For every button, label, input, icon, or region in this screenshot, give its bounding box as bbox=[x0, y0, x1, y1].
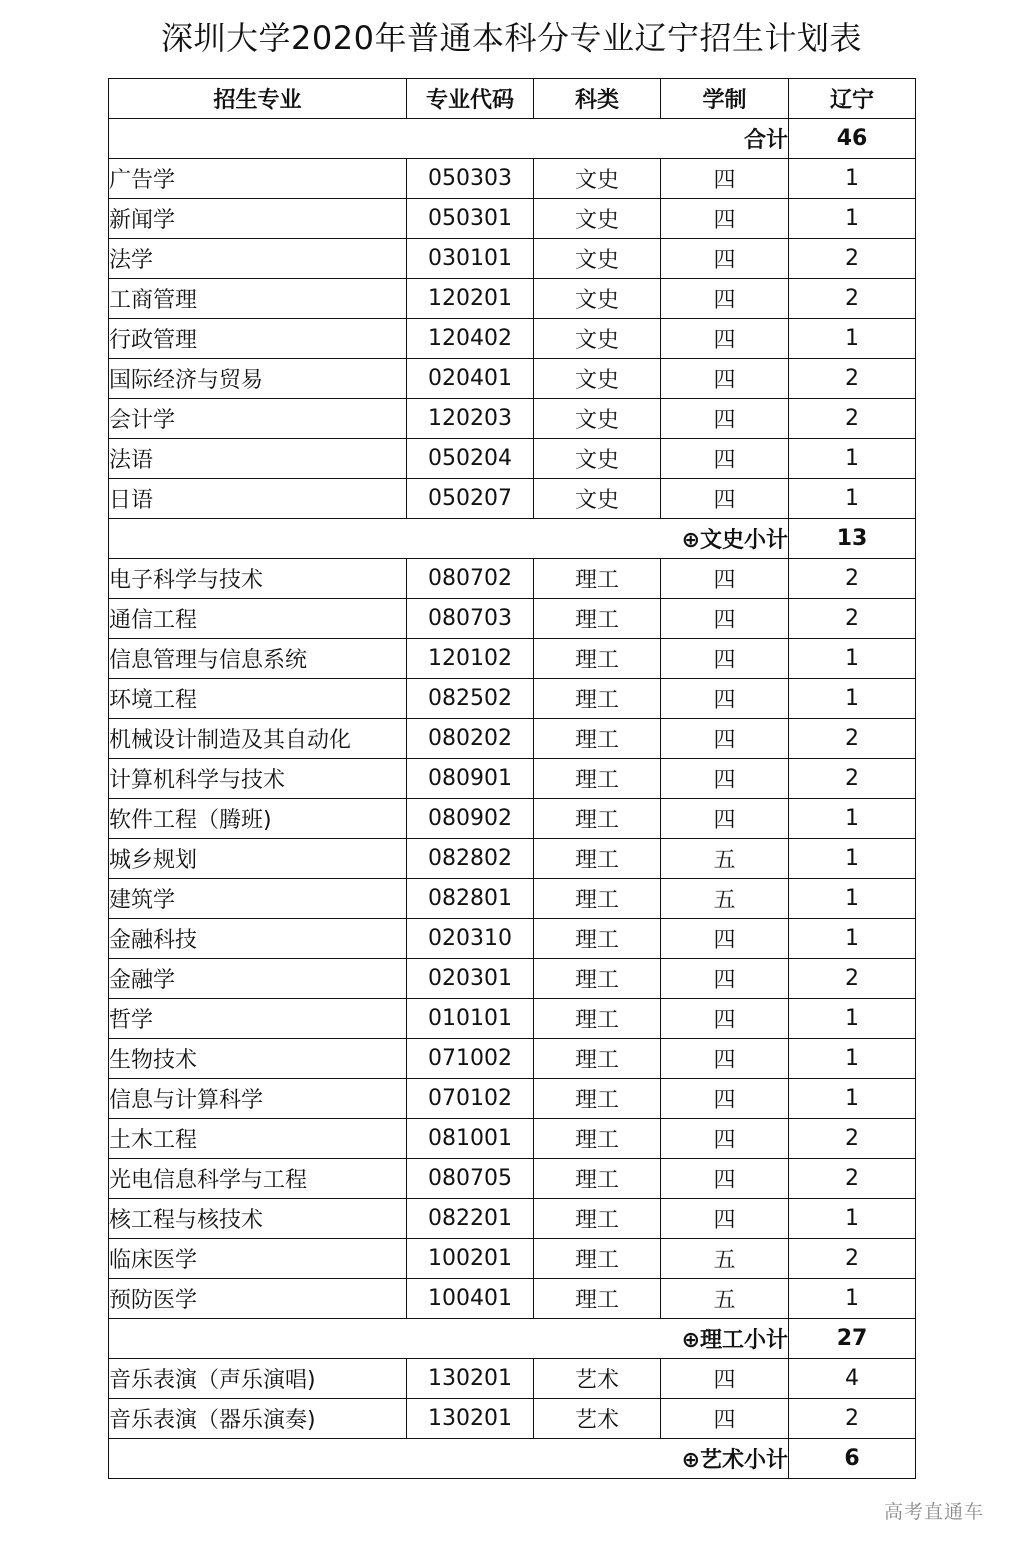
major-cell: 新闻学 bbox=[109, 199, 407, 239]
subtotal-label: 合计 bbox=[109, 119, 789, 159]
years-cell: 四 bbox=[661, 679, 789, 719]
years-cell: 四 bbox=[661, 759, 789, 799]
enrollment-plan-table bbox=[108, 78, 916, 1479]
code-cell: 082502 bbox=[407, 679, 534, 719]
years-cell: 四 bbox=[661, 239, 789, 279]
years-cell: 四 bbox=[661, 279, 789, 319]
category-cell: 艺术 bbox=[534, 1399, 661, 1439]
years-cell: 四 bbox=[661, 1119, 789, 1159]
code-cell: 050207 bbox=[407, 479, 534, 519]
table-row bbox=[109, 1239, 916, 1279]
category-cell: 理工 bbox=[534, 1039, 661, 1079]
table-row bbox=[109, 1119, 916, 1159]
quota-cell: 2 bbox=[789, 1239, 916, 1279]
quota-cell: 2 bbox=[789, 719, 916, 759]
code-cell: 020401 bbox=[407, 359, 534, 399]
table-row bbox=[109, 559, 916, 599]
quota-cell: 2 bbox=[789, 359, 916, 399]
code-cell: 080702 bbox=[407, 559, 534, 599]
subtotal-row bbox=[109, 1439, 916, 1479]
subtotal-value: 13 bbox=[789, 519, 916, 559]
quota-cell: 2 bbox=[789, 399, 916, 439]
years-cell: 四 bbox=[661, 1199, 789, 1239]
code-cell: 120402 bbox=[407, 319, 534, 359]
table-row bbox=[109, 1199, 916, 1239]
category-cell: 理工 bbox=[534, 1279, 661, 1319]
header-code: 专业代码 bbox=[407, 79, 534, 119]
major-cell: 法语 bbox=[109, 439, 407, 479]
years-cell: 四 bbox=[661, 1359, 789, 1399]
category-cell: 理工 bbox=[534, 1159, 661, 1199]
header-years: 学制 bbox=[661, 79, 789, 119]
major-cell: 金融科技 bbox=[109, 919, 407, 959]
category-cell: 艺术 bbox=[534, 1359, 661, 1399]
years-cell: 四 bbox=[661, 359, 789, 399]
major-cell: 哲学 bbox=[109, 999, 407, 1039]
major-cell: 电子科学与技术 bbox=[109, 559, 407, 599]
code-cell: 030101 bbox=[407, 239, 534, 279]
code-cell: 050301 bbox=[407, 199, 534, 239]
category-cell: 理工 bbox=[534, 679, 661, 719]
quota-cell: 2 bbox=[789, 279, 916, 319]
category-cell: 理工 bbox=[534, 839, 661, 879]
major-cell: 日语 bbox=[109, 479, 407, 519]
code-cell: 080901 bbox=[407, 759, 534, 799]
table-row bbox=[109, 1279, 916, 1319]
table-row bbox=[109, 359, 916, 399]
quota-cell: 1 bbox=[789, 999, 916, 1039]
years-cell: 五 bbox=[661, 1239, 789, 1279]
quota-cell: 1 bbox=[789, 879, 916, 919]
major-cell: 环境工程 bbox=[109, 679, 407, 719]
quota-cell: 1 bbox=[789, 679, 916, 719]
code-cell: 100201 bbox=[407, 1239, 534, 1279]
code-cell: 080705 bbox=[407, 1159, 534, 1199]
major-cell: 光电信息科学与工程 bbox=[109, 1159, 407, 1199]
code-cell: 020310 bbox=[407, 919, 534, 959]
code-cell: 082801 bbox=[407, 879, 534, 919]
category-cell: 理工 bbox=[534, 759, 661, 799]
category-cell: 文史 bbox=[534, 199, 661, 239]
code-cell: 071002 bbox=[407, 1039, 534, 1079]
table-row bbox=[109, 159, 916, 199]
table-header-row bbox=[109, 79, 916, 119]
code-cell: 130201 bbox=[407, 1359, 534, 1399]
table-row bbox=[109, 999, 916, 1039]
page-title: 深圳大学2020年普通本科分专业辽宁招生计划表 bbox=[161, 19, 862, 57]
years-cell: 四 bbox=[661, 479, 789, 519]
table-row bbox=[109, 319, 916, 359]
watermark: 高考直通车 bbox=[884, 1501, 985, 1523]
table-row bbox=[109, 759, 916, 799]
years-cell: 四 bbox=[661, 1159, 789, 1199]
quota-cell: 1 bbox=[789, 639, 916, 679]
code-cell: 081001 bbox=[407, 1119, 534, 1159]
category-cell: 理工 bbox=[534, 999, 661, 1039]
code-cell: 080202 bbox=[407, 719, 534, 759]
years-cell: 五 bbox=[661, 1279, 789, 1319]
category-cell: 文史 bbox=[534, 479, 661, 519]
subtotal-label: ⊕理工小计 bbox=[109, 1319, 789, 1359]
category-cell: 文史 bbox=[534, 279, 661, 319]
quota-cell: 2 bbox=[789, 1399, 916, 1439]
category-cell: 理工 bbox=[534, 639, 661, 679]
quota-cell: 2 bbox=[789, 759, 916, 799]
major-cell: 预防医学 bbox=[109, 1279, 407, 1319]
major-cell: 音乐表演（声乐演唱) bbox=[109, 1359, 407, 1399]
major-cell: 生物技术 bbox=[109, 1039, 407, 1079]
major-cell: 国际经济与贸易 bbox=[109, 359, 407, 399]
major-cell: 金融学 bbox=[109, 959, 407, 999]
code-cell: 080902 bbox=[407, 799, 534, 839]
major-cell: 行政管理 bbox=[109, 319, 407, 359]
category-cell: 理工 bbox=[534, 879, 661, 919]
major-cell: 建筑学 bbox=[109, 879, 407, 919]
header-major: 招生专业 bbox=[109, 79, 407, 119]
major-cell: 软件工程（腾班) bbox=[109, 799, 407, 839]
code-cell: 050303 bbox=[407, 159, 534, 199]
quota-cell: 1 bbox=[789, 839, 916, 879]
years-cell: 四 bbox=[661, 999, 789, 1039]
table-row bbox=[109, 919, 916, 959]
category-cell: 理工 bbox=[534, 919, 661, 959]
quota-cell: 2 bbox=[789, 599, 916, 639]
years-cell: 四 bbox=[661, 199, 789, 239]
quota-cell: 1 bbox=[789, 199, 916, 239]
years-cell: 四 bbox=[661, 1039, 789, 1079]
years-cell: 四 bbox=[661, 639, 789, 679]
table-row bbox=[109, 1399, 916, 1439]
header-liaoning: 辽宁 bbox=[789, 79, 916, 119]
subtotal-row bbox=[109, 119, 916, 159]
subtotal-label: ⊕艺术小计 bbox=[109, 1439, 789, 1479]
table-row bbox=[109, 479, 916, 519]
table-row bbox=[109, 959, 916, 999]
code-cell: 082201 bbox=[407, 1199, 534, 1239]
category-cell: 文史 bbox=[534, 399, 661, 439]
major-cell: 会计学 bbox=[109, 399, 407, 439]
subtotal-row bbox=[109, 519, 916, 559]
category-cell: 理工 bbox=[534, 599, 661, 639]
category-cell: 理工 bbox=[534, 799, 661, 839]
code-cell: 100401 bbox=[407, 1279, 534, 1319]
major-cell: 信息管理与信息系统 bbox=[109, 639, 407, 679]
code-cell: 120102 bbox=[407, 639, 534, 679]
major-cell: 信息与计算科学 bbox=[109, 1079, 407, 1119]
major-cell: 通信工程 bbox=[109, 599, 407, 639]
major-cell: 城乡规划 bbox=[109, 839, 407, 879]
years-cell: 四 bbox=[661, 439, 789, 479]
years-cell: 四 bbox=[661, 1399, 789, 1439]
category-cell: 文史 bbox=[534, 359, 661, 399]
code-cell: 050204 bbox=[407, 439, 534, 479]
subtotal-label: ⊕文史小计 bbox=[109, 519, 789, 559]
category-cell: 理工 bbox=[534, 1239, 661, 1279]
table-row bbox=[109, 839, 916, 879]
table-row bbox=[109, 439, 916, 479]
years-cell: 四 bbox=[661, 399, 789, 439]
years-cell: 四 bbox=[661, 919, 789, 959]
category-cell: 理工 bbox=[534, 1079, 661, 1119]
major-cell: 广告学 bbox=[109, 159, 407, 199]
category-cell: 理工 bbox=[534, 559, 661, 599]
table-row bbox=[109, 1359, 916, 1399]
quota-cell: 2 bbox=[789, 559, 916, 599]
table-row bbox=[109, 639, 916, 679]
category-cell: 理工 bbox=[534, 1199, 661, 1239]
quota-cell: 1 bbox=[789, 479, 916, 519]
code-cell: 010101 bbox=[407, 999, 534, 1039]
quota-cell: 1 bbox=[789, 439, 916, 479]
code-cell: 080703 bbox=[407, 599, 534, 639]
quota-cell: 1 bbox=[789, 1039, 916, 1079]
years-cell: 四 bbox=[661, 559, 789, 599]
table-row bbox=[109, 279, 916, 319]
table-row bbox=[109, 879, 916, 919]
major-cell: 机械设计制造及其自动化 bbox=[109, 719, 407, 759]
subtotal-row bbox=[109, 1319, 916, 1359]
table-row bbox=[109, 199, 916, 239]
category-cell: 文史 bbox=[534, 319, 661, 359]
table-row bbox=[109, 799, 916, 839]
table-row bbox=[109, 1039, 916, 1079]
major-cell: 临床医学 bbox=[109, 1239, 407, 1279]
table-row bbox=[109, 1159, 916, 1199]
quota-cell: 1 bbox=[789, 319, 916, 359]
quota-cell: 1 bbox=[789, 1079, 916, 1119]
code-cell: 070102 bbox=[407, 1079, 534, 1119]
quota-cell: 1 bbox=[789, 919, 916, 959]
code-cell: 020301 bbox=[407, 959, 534, 999]
code-cell: 120203 bbox=[407, 399, 534, 439]
quota-cell: 2 bbox=[789, 959, 916, 999]
subtotal-value: 6 bbox=[789, 1439, 916, 1479]
quota-cell: 1 bbox=[789, 1279, 916, 1319]
table-row bbox=[109, 1079, 916, 1119]
subtotal-value: 27 bbox=[789, 1319, 916, 1359]
quota-cell: 4 bbox=[789, 1359, 916, 1399]
years-cell: 四 bbox=[661, 719, 789, 759]
header-category: 科类 bbox=[534, 79, 661, 119]
category-cell: 文史 bbox=[534, 159, 661, 199]
years-cell: 五 bbox=[661, 879, 789, 919]
table-row bbox=[109, 399, 916, 439]
years-cell: 四 bbox=[661, 1079, 789, 1119]
category-cell: 文史 bbox=[534, 239, 661, 279]
code-cell: 130201 bbox=[407, 1399, 534, 1439]
years-cell: 五 bbox=[661, 839, 789, 879]
years-cell: 四 bbox=[661, 799, 789, 839]
years-cell: 四 bbox=[661, 599, 789, 639]
quota-cell: 2 bbox=[789, 239, 916, 279]
category-cell: 理工 bbox=[534, 959, 661, 999]
years-cell: 四 bbox=[661, 319, 789, 359]
years-cell: 四 bbox=[661, 959, 789, 999]
table-row bbox=[109, 239, 916, 279]
quota-cell: 1 bbox=[789, 1199, 916, 1239]
major-cell: 土木工程 bbox=[109, 1119, 407, 1159]
major-cell: 计算机科学与技术 bbox=[109, 759, 407, 799]
major-cell: 法学 bbox=[109, 239, 407, 279]
major-cell: 音乐表演（器乐演奏) bbox=[109, 1399, 407, 1439]
table-row bbox=[109, 599, 916, 639]
category-cell: 文史 bbox=[534, 439, 661, 479]
category-cell: 理工 bbox=[534, 1119, 661, 1159]
major-cell: 工商管理 bbox=[109, 279, 407, 319]
table-row bbox=[109, 679, 916, 719]
quota-cell: 2 bbox=[789, 1119, 916, 1159]
quota-cell: 1 bbox=[789, 799, 916, 839]
code-cell: 120201 bbox=[407, 279, 534, 319]
major-cell: 核工程与核技术 bbox=[109, 1199, 407, 1239]
table-row bbox=[109, 719, 916, 759]
years-cell: 四 bbox=[661, 159, 789, 199]
code-cell: 082802 bbox=[407, 839, 534, 879]
subtotal-value: 46 bbox=[789, 119, 916, 159]
quota-cell: 1 bbox=[789, 159, 916, 199]
category-cell: 理工 bbox=[534, 719, 661, 759]
quota-cell: 2 bbox=[789, 1159, 916, 1199]
